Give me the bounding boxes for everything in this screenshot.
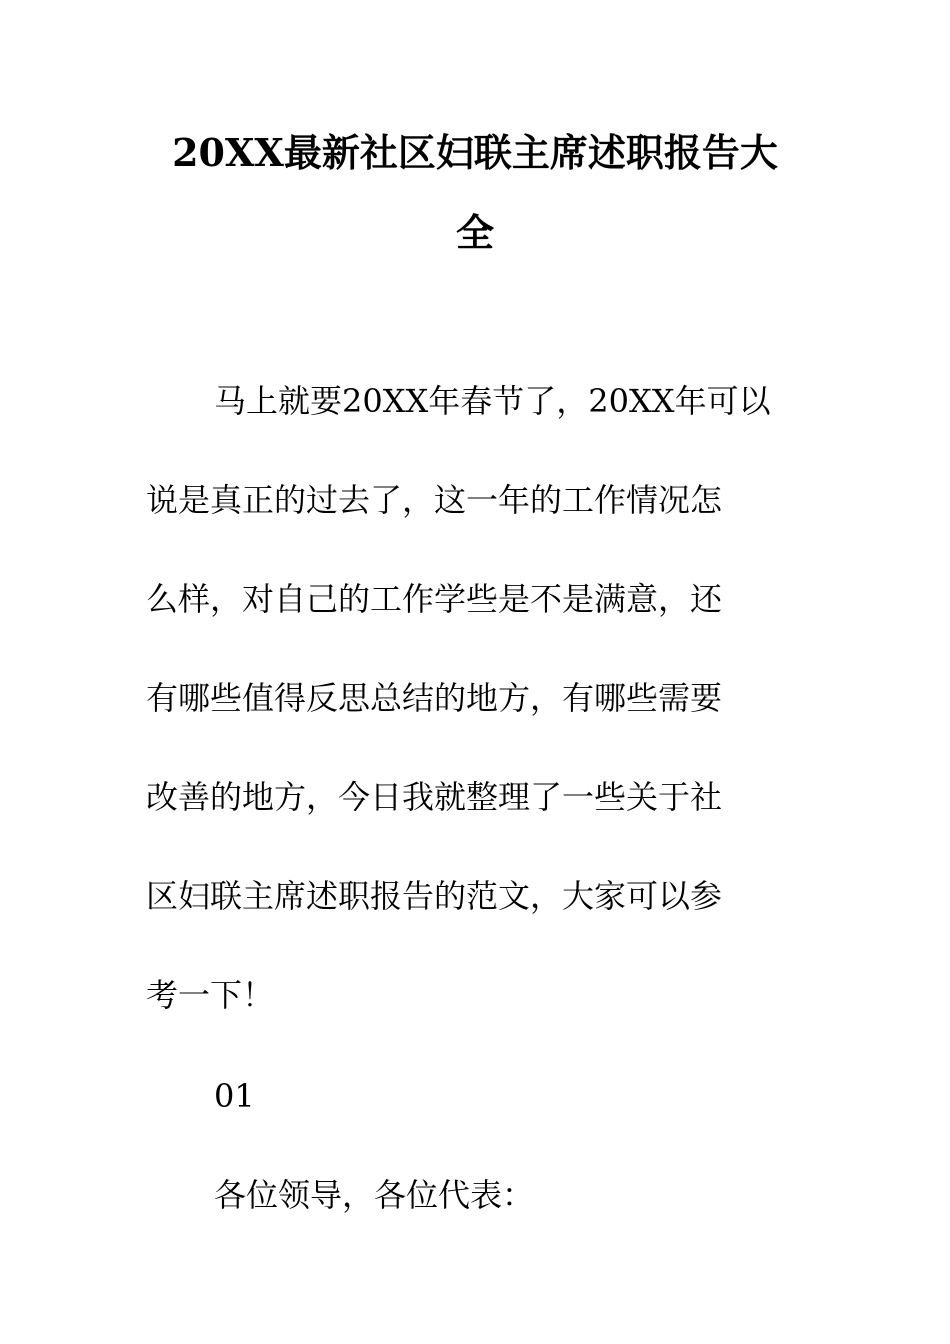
intro-line-7: 考一下！ bbox=[146, 976, 275, 1014]
intro-line-6: 区妇联主席述职报告的范文，大家可以参 bbox=[146, 877, 723, 915]
document-title bbox=[140, 113, 810, 273]
intro-line-3: 么样，对自己的工作学些是不是满意，还 bbox=[146, 580, 723, 618]
salutation: 各位领导，各位代表： bbox=[214, 1176, 535, 1214]
section-number: 01 bbox=[214, 1077, 255, 1115]
intro-line-1: 马上就要20XX年春节了，20XX年可以 bbox=[214, 382, 771, 420]
intro-line-5: 改善的地方，今日我就整理了一些关于社 bbox=[146, 778, 723, 816]
title-line-1: 20XX最新社区妇联主席述职报告大 bbox=[172, 130, 778, 175]
intro-line-4: 有哪些值得反思总结的地方，有哪些需要 bbox=[146, 679, 723, 717]
title-line-2: 全 bbox=[455, 210, 494, 255]
intro-line-2: 说是真正的过去了，这一年的工作情况怎 bbox=[146, 481, 723, 519]
